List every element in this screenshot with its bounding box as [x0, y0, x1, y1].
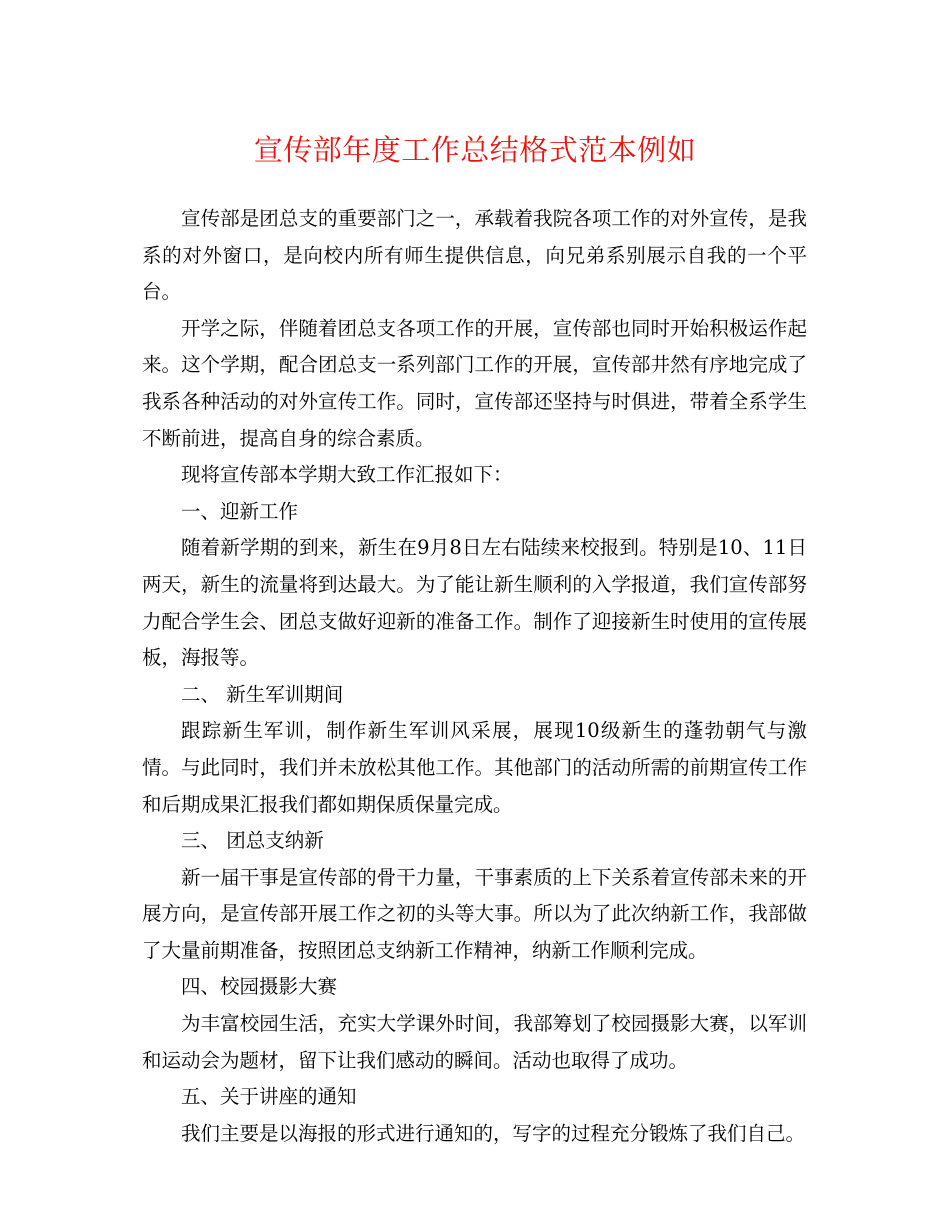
report-lead-paragraph: 现将宣传部本学期大致工作汇报如下：: [181, 463, 513, 487]
semester-start-paragraph: 开学之际，伴随着团总支各项工作的开展，宣传部也同时开始积极运作起来。这个学期，配合团总支一系列部门工作的开展，宣传部井然有序地完成了我系各种活动的对外宣传工作。同时，宣传部还坚持与时俱进，带着全系学生不断前进，提高自身的综合素质。: [142, 316, 807, 450]
welcome-paragraph: 随着新学期的到来，新生在9月8日左右陆续来校报到。特别是10、11日两天，新生的流量将到达最大。为了能让新生顺利的入学报道，我们宣传部努力配合学生会、团总支做好迎新的准备工作。制作了迎接新生时使用的宣传展板，海报等。: [142, 536, 807, 670]
section-heading-military-training: 二、 新生军训期间: [181, 682, 344, 706]
recruitment-paragraph: 新一届干事是宣传部的骨干力量，干事素质的上下关系着宣传部未来的开展方向，是宣传部开展工作之初的头等大事。所以为了此次纳新工作，我部做了大量前期准备，按照团总支纳新工作精神，纳新工作顺利完成。: [142, 865, 807, 962]
section-heading-welcome: 一、迎新工作: [181, 499, 299, 523]
document-title: 宣传部年度工作总结格式范本例如: [253, 133, 697, 167]
lecture-notice-paragraph: 我们主要是以海报的形式进行通知的，写字的过程充分锻炼了我们自己。: [181, 1121, 806, 1145]
section-heading-lecture-notice: 五、关于讲座的通知: [181, 1085, 357, 1109]
section-heading-recruitment: 三、 团总支纳新: [181, 829, 324, 853]
document-body: [142, 201, 807, 1152]
section-heading-photo-contest: 四、校园摄影大赛: [181, 975, 338, 999]
photo-contest-paragraph: 为丰富校园生活，充实大学课外时间，我部筹划了校园摄影大赛，以军训和运动会为题材，留下让我们感动的瞬间。活动也取得了成功。: [142, 1012, 807, 1072]
military-training-paragraph: 跟踪新生军训，制作新生军训风采展，展现10级新生的蓬勃朝气与激情。与此同时，我们并未放松其他工作。其他部门的活动所需的前期宣传工作和后期成果汇报我们都如期保质保量完成。: [142, 719, 807, 816]
intro-paragraph: 宣传部是团总支的重要部门之一，承载着我院各项工作的对外宣传，是我系的对外窗口，是向校内所有师生提供信息，向兄弟系别展示自我的一个平台。: [142, 207, 807, 304]
